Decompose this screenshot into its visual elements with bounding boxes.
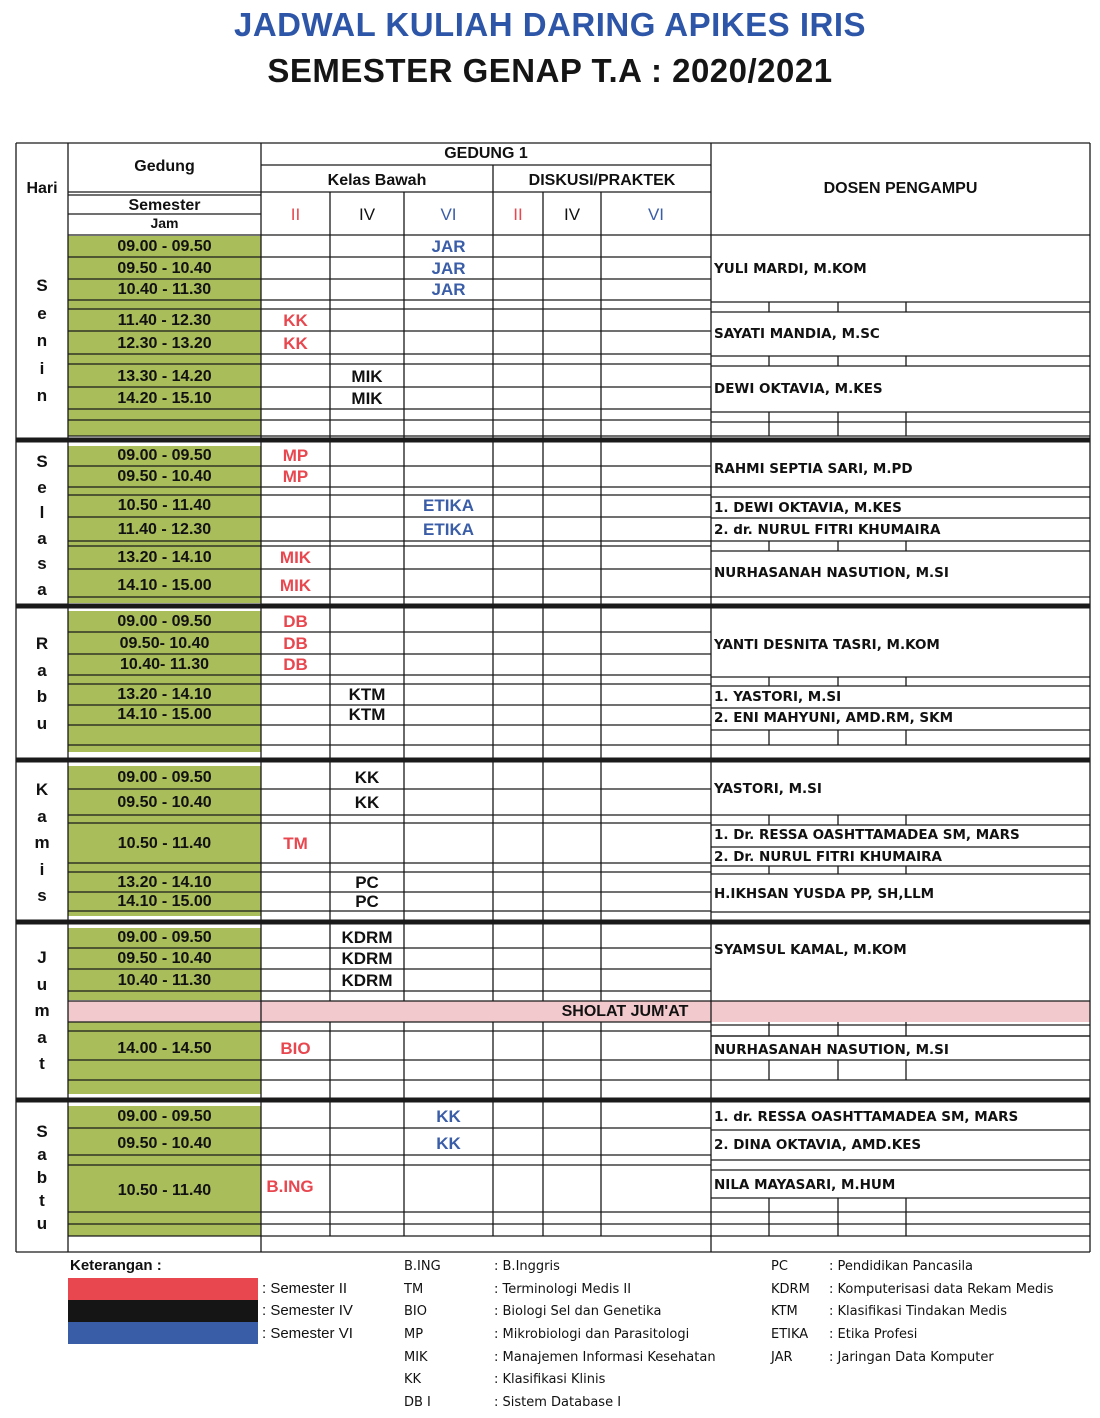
lecturer-name: YULI MARDI, M.KOM [714, 261, 867, 277]
course-cell: DB [283, 654, 308, 674]
header-sem-col: VI [440, 205, 457, 224]
page-subtitle: SEMESTER GENAP T.A : 2020/2021 [267, 52, 833, 89]
course-cell: PC [355, 891, 379, 911]
abbrev-desc: : Pendidikan Pancasila [829, 1259, 974, 1274]
abbrev-desc: : Mikrobiologi dan Parasitologi [494, 1327, 690, 1342]
time-slot: 09.00 - 09.50 [117, 929, 212, 946]
time-slot: 09.50 - 10.40 [117, 259, 212, 277]
course-cell: KK [436, 1107, 461, 1126]
course-cell: JAR [431, 258, 466, 278]
legend-sem6: : Semester VI [262, 1325, 353, 1342]
abbrev-key: JAR [771, 1350, 793, 1365]
course-cell: B.ING [266, 1177, 314, 1196]
time-slot: 09.50- 10.40 [119, 634, 210, 652]
abbrev-key: MP [404, 1327, 424, 1342]
course-cell: BIO [280, 1039, 311, 1058]
lecturer-name: SAYATI MANDIA, M.SC [714, 326, 880, 342]
time-slot: 13.20 - 14.10 [117, 873, 212, 891]
course-cell: KDRM [341, 928, 393, 947]
abbrev-desc: : Komputerisasi data Rekam Medis [829, 1282, 1054, 1297]
course-cell: KK [436, 1133, 461, 1153]
lecturer-name: H.IKHSAN YUSDA PP, SH,LLM [714, 886, 935, 902]
course-cell: MIK [351, 366, 383, 386]
course-cell: MIK [279, 548, 312, 567]
lecturer-name: 1. dr. RESSA OASHTTAMADEA SM, MARS [714, 1109, 1019, 1125]
lecturer-name: YASTORI, M.SI [714, 781, 822, 797]
day-jumat: J u m a t [34, 948, 50, 1073]
abbrev-key: MIK [404, 1350, 428, 1365]
abbrev-desc: : Jaringan Data Komputer [829, 1350, 994, 1365]
time-slot: 14.20 - 15.10 [117, 389, 212, 407]
lecturer-name: 2. Dr. NURUL FITRI KHUMAIRA [714, 849, 942, 865]
course-cell: KK [354, 767, 380, 787]
time-slot: 09.00 - 09.50 [117, 1108, 212, 1125]
page-title: JADWAL KULIAH DARING APIKES IRIS [233, 6, 867, 43]
time-slot: 09.50 - 10.40 [117, 949, 212, 967]
abbrev-key: PC [771, 1259, 788, 1274]
course-cell: KK [283, 333, 308, 353]
header-sem-col: VI [647, 205, 665, 224]
abbrev-key: KK [404, 1372, 422, 1387]
course-cell: MP [282, 466, 309, 486]
legend-title: Keterangan : [70, 1257, 162, 1274]
abbrev-desc: : Biologi Sel dan Genetika [494, 1304, 662, 1319]
abbrev-desc: : Etika Profesi [829, 1327, 918, 1342]
day-rabu: R a b u [35, 634, 49, 733]
header-semester: Semester [128, 197, 201, 214]
course-cell: JAR [431, 236, 466, 256]
course-cell: KDRM [341, 948, 393, 968]
course-cell: KDRM [341, 970, 393, 990]
day-kamis: K a m i s [34, 780, 50, 905]
abbrev-desc: : Sistem Database I [494, 1395, 622, 1410]
course-cell: PC [355, 872, 379, 892]
legend-swatch-sem4 [68, 1300, 258, 1322]
header-diskusi: DISKUSI/PRAKTEK [528, 172, 676, 189]
day-senin: S e n i n [36, 276, 48, 405]
abbrev-key: TM [404, 1282, 424, 1297]
time-slot: 14.10 - 15.00 [117, 706, 212, 723]
course-cell: KTM [348, 705, 386, 724]
header-sem-col: II [513, 205, 523, 224]
time-slot: 14.10 - 15.00 [117, 576, 212, 594]
header-sem-col: II [290, 205, 301, 224]
time-slot: 14.10 - 15.00 [117, 892, 212, 910]
lecturer-name: NILA MAYASARI, M.HUM [714, 1177, 896, 1193]
time-slot: 09.50 - 10.40 [117, 467, 212, 485]
time-slot: 10.50 - 11.40 [117, 1182, 212, 1199]
time-slot: 10.40 - 11.30 [117, 280, 212, 298]
abbrev-key: BIO [404, 1304, 427, 1319]
time-slot: 13.20 - 14.10 [117, 686, 212, 703]
legend-swatch-sem2 [68, 1278, 258, 1300]
time-slot: 10.40 - 11.30 [117, 971, 212, 989]
header-gedung: Gedung [134, 158, 195, 175]
abbrev-desc: : B.Inggris [494, 1259, 560, 1274]
lecturer-name: YANTI DESNITA TASRI, M.KOM [714, 637, 940, 653]
time-slot: 10.50 - 11.40 [117, 497, 212, 514]
lecturer-name: 1. YASTORI, M.SI [714, 689, 842, 705]
sholat-jumat-band: SHOLAT JUM'AT [561, 1002, 689, 1020]
abbrev-key: KDRM [771, 1282, 810, 1297]
lecturer-name: NURHASANAH NASUTION, M.SI [714, 1042, 949, 1058]
lecturer-name: NURHASANAH NASUTION, M.SI [714, 565, 949, 581]
course-cell: TM [283, 834, 308, 853]
abbrev-desc: : Klasifikasi Tindakan Medis [829, 1304, 1008, 1319]
time-slot: 09.00 - 09.50 [117, 447, 212, 464]
time-slot: 14.00 - 14.50 [117, 1040, 212, 1057]
abbrev-key: ETIKA [771, 1327, 809, 1342]
abbrev-key: DB I [404, 1395, 431, 1410]
course-cell: DB [283, 611, 308, 631]
course-cell: MP [282, 446, 309, 465]
header-dosen: DOSEN PENGAMPU [823, 180, 978, 197]
header-hari: Hari [26, 180, 58, 197]
time-slot: 09.00 - 09.50 [117, 237, 212, 255]
course-cell: DB [283, 633, 308, 653]
legend-swatch-sem6 [68, 1322, 258, 1344]
legend-sem4: : Semester IV [262, 1302, 353, 1319]
day-sabtu: S a b t u [36, 1122, 48, 1233]
lecturer-name: 2. DINA OKTAVIA, AMD.KES [714, 1137, 922, 1153]
course-cell: MIK [279, 575, 312, 595]
abbrev-desc: : Terminologi Medis II [494, 1282, 632, 1297]
course-cell: KK [283, 310, 308, 330]
time-slot: 09.50 - 10.40 [117, 1134, 212, 1152]
course-cell: ETIKA [423, 496, 474, 515]
course-cell: JAR [431, 279, 466, 299]
lecturer-name: 2. ENI MAHYUNI, AMD.RM, SKM [714, 710, 954, 726]
time-slot: 12.30 - 13.20 [117, 334, 212, 352]
legend-sem2: : Semester II [262, 1280, 348, 1297]
abbrev-desc: : Klasifikasi Klinis [494, 1372, 606, 1387]
course-cell: MIK [351, 388, 383, 408]
header-kelas-bawah: Kelas Bawah [327, 172, 427, 189]
header-gedung1: GEDUNG 1 [444, 145, 528, 162]
lecturer-name: 2. dr. NURUL FITRI KHUMAIRA [714, 522, 941, 538]
time-slot: 11.40 - 12.30 [117, 521, 212, 538]
course-cell: KTM [348, 685, 386, 704]
lecturer-name: DEWI OKTAVIA, M.KES [714, 381, 883, 397]
abbrev-key: B.ING [404, 1259, 441, 1274]
lecturer-name: 1. DEWI OKTAVIA, M.KES [714, 500, 902, 516]
time-slot: 09.00 - 09.50 [117, 768, 212, 786]
time-slot: 13.30 - 14.20 [117, 367, 212, 385]
lecturer-name: SYAMSUL KAMAL, M.KOM [714, 942, 907, 958]
header-sem-col: IV [358, 205, 376, 224]
time-slot: 11.40 - 12.30 [117, 311, 212, 329]
header-sem-col: IV [563, 205, 581, 224]
abbrev-key: KTM [771, 1304, 798, 1319]
day-selasa: S e l a s a [36, 452, 48, 599]
time-slot: 09.50 - 10.40 [117, 794, 212, 811]
time-slot: 13.20 - 14.10 [117, 549, 212, 566]
lecturer-name: 1. Dr. RESSA OASHTTAMADEA SM, MARS [714, 827, 1020, 843]
header-jam: Jam [150, 215, 179, 231]
time-slot: 09.00 - 09.50 [117, 612, 212, 630]
time-slot: 10.40- 11.30 [120, 655, 209, 673]
abbrev-desc: : Manajemen Informasi Kesehatan [494, 1350, 716, 1365]
course-cell: KK [354, 793, 380, 812]
time-slot: 10.50 - 11.40 [117, 835, 212, 852]
course-cell: ETIKA [423, 520, 474, 539]
lecturer-name: RAHMI SEPTIA SARI, M.PD [714, 461, 913, 477]
